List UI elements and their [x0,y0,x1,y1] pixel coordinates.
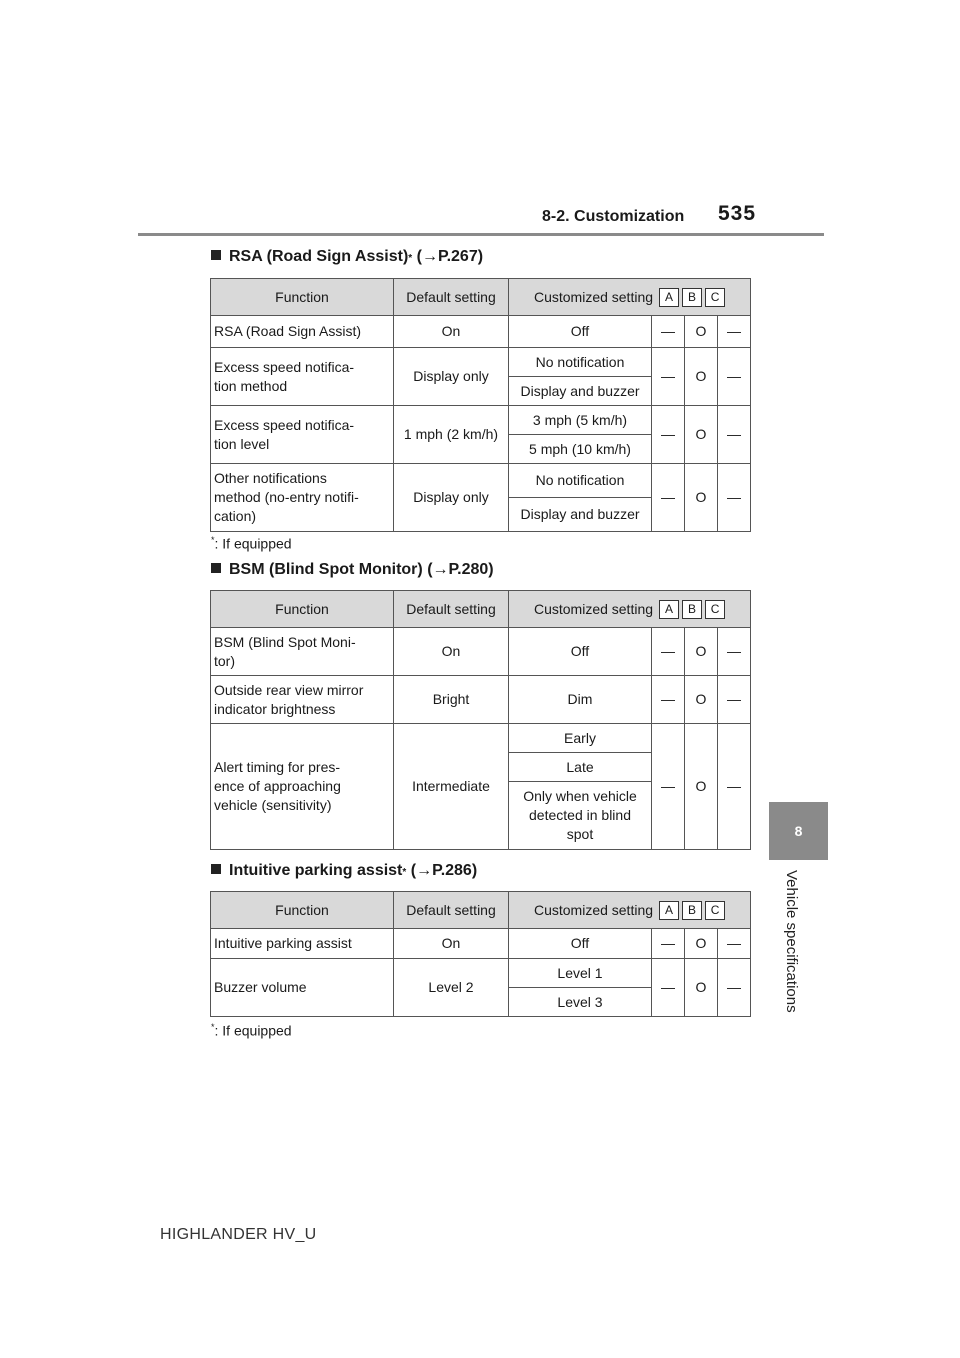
letter-b-icon: B [682,600,702,619]
col-customized [509,591,751,628]
page-reference-link[interactable]: (→P.280) [427,561,494,578]
cell-default: Display only [394,464,509,532]
cell-a: — [652,316,685,348]
section-title-parking [211,862,477,880]
cell-function: Buzzer volume [211,959,394,1017]
col-customized [509,892,751,929]
cell-option: No notification [509,348,652,377]
cell-b: O [685,406,718,464]
letter-a-icon: A [659,288,679,307]
cell-c: — [718,316,751,348]
cell-function: BSM (Blind Spot Moni- tor) [211,628,394,676]
section-title-text: RSA (Road Sign Assist) [229,248,409,265]
cell-a: — [652,406,685,464]
cell-a: — [652,959,685,1017]
square-bullet-icon [211,864,221,874]
cell-function: Other notifications method (no-entry notifi- cation) [211,464,394,532]
letter-b-icon: B [682,288,702,307]
cell-option: Early [509,724,652,753]
table-row [211,929,751,959]
page-number: 535 [718,202,757,225]
footnote [211,535,292,552]
table-row [211,959,751,988]
cell-c: — [718,676,751,724]
cell-a: — [652,929,685,959]
cell-c: — [718,406,751,464]
cell-default: Bright [394,676,509,724]
table-header-row [211,591,751,628]
cell-default: Display only [394,348,509,406]
cell-default: Intermediate [394,724,509,850]
header-rule [138,233,824,236]
section-title-rsa [211,248,483,266]
section-header: 8-2. Customization [542,208,685,225]
cell-b: O [685,929,718,959]
cell-option: Off [509,929,652,959]
parking-table [210,891,751,1017]
table-row [211,464,751,498]
cell-a: — [652,724,685,850]
cell-b: O [685,464,718,532]
square-bullet-icon [211,250,221,260]
cell-option: Level 3 [509,988,652,1017]
cell-a: — [652,628,685,676]
cell-option: Only when vehicle detected in blind spot [509,782,652,850]
footnote [211,1022,292,1039]
cell-c: — [718,628,751,676]
cell-option: No notification [509,464,652,498]
footnote-text: : If equipped [214,535,292,552]
footnote-marker: * [408,253,413,264]
table-row [211,724,751,753]
cell-b: O [685,316,718,348]
section-title-bsm [211,561,494,579]
table-row [211,348,751,377]
table-header-row [211,892,751,929]
cell-function: Outside rear view mirror indicator brightness [211,676,394,724]
cell-function: Intuitive parking assist [211,929,394,959]
letter-c-icon: C [705,901,725,920]
cell-function: RSA (Road Sign Assist) [211,316,394,348]
cell-default: 1 mph (2 km/h) [394,406,509,464]
cell-b: O [685,676,718,724]
table-row [211,406,751,435]
col-function: Function [211,279,394,316]
table-row [211,628,751,676]
cell-a: — [652,348,685,406]
cell-c: — [718,724,751,850]
col-customized [509,279,751,316]
cell-c: — [718,348,751,406]
col-function: Function [211,892,394,929]
bsm-table [210,590,751,850]
page-reference-link[interactable]: (→P.267) [416,248,484,265]
cell-option: Level 1 [509,959,652,988]
cell-c: — [718,929,751,959]
letter-c-icon: C [705,600,725,619]
col-customized-label: Customized setting [533,288,654,305]
cell-option: Off [509,628,652,676]
footnote-text: : If equipped [214,1022,292,1039]
section-title-text: Intuitive parking assist [229,862,403,879]
table-row [211,676,751,724]
letter-a-icon: A [659,901,679,920]
cell-b: O [685,959,718,1017]
cell-option: Display and buzzer [509,498,652,532]
cell-default: Level 2 [394,959,509,1017]
footer-model: HIGHLANDER HV_U [160,1226,317,1243]
cell-c: — [718,959,751,1017]
cell-a: — [652,464,685,532]
col-customized-label: Customized setting [533,600,654,617]
cell-b: O [685,348,718,406]
cell-c: — [718,464,751,532]
cell-b: O [685,628,718,676]
cell-function: Excess speed notifica- tion level [211,406,394,464]
footnote-marker: * [402,867,407,878]
cell-option: Off [509,316,652,348]
cell-default: On [394,316,509,348]
square-bullet-icon [211,563,221,573]
col-customized-label: Customized setting [533,901,654,918]
cell-option: Display and buzzer [509,377,652,406]
letter-a-icon: A [659,600,679,619]
cell-option: Dim [509,676,652,724]
page-reference-link[interactable]: (→P.286) [410,862,478,879]
letter-c-icon: C [705,288,725,307]
cell-default: On [394,628,509,676]
cell-a: — [652,676,685,724]
cell-default: On [394,929,509,959]
chapter-title: Vehicle specifications [783,870,800,1013]
cell-option: 3 mph (5 km/h) [509,406,652,435]
section-title-text: BSM (Blind Spot Monitor) [229,561,423,578]
cell-function: Excess speed notifica- tion method [211,348,394,406]
letter-b-icon: B [682,901,702,920]
table-header-row [211,279,751,316]
chapter-tab: 8 [769,802,828,860]
cell-b: O [685,724,718,850]
rsa-table [210,278,751,532]
footnote-marker: * [211,535,215,545]
col-function: Function [211,591,394,628]
col-default: Default setting [394,591,509,628]
col-default: Default setting [394,892,509,929]
table-row [211,316,751,348]
cell-option: 5 mph (10 km/h) [509,435,652,464]
cell-function: Alert timing for pres- ence of approaching vehicle (sensitivity) [211,724,394,850]
cell-option: Late [509,753,652,782]
col-default: Default setting [394,279,509,316]
footnote-marker: * [211,1022,215,1032]
